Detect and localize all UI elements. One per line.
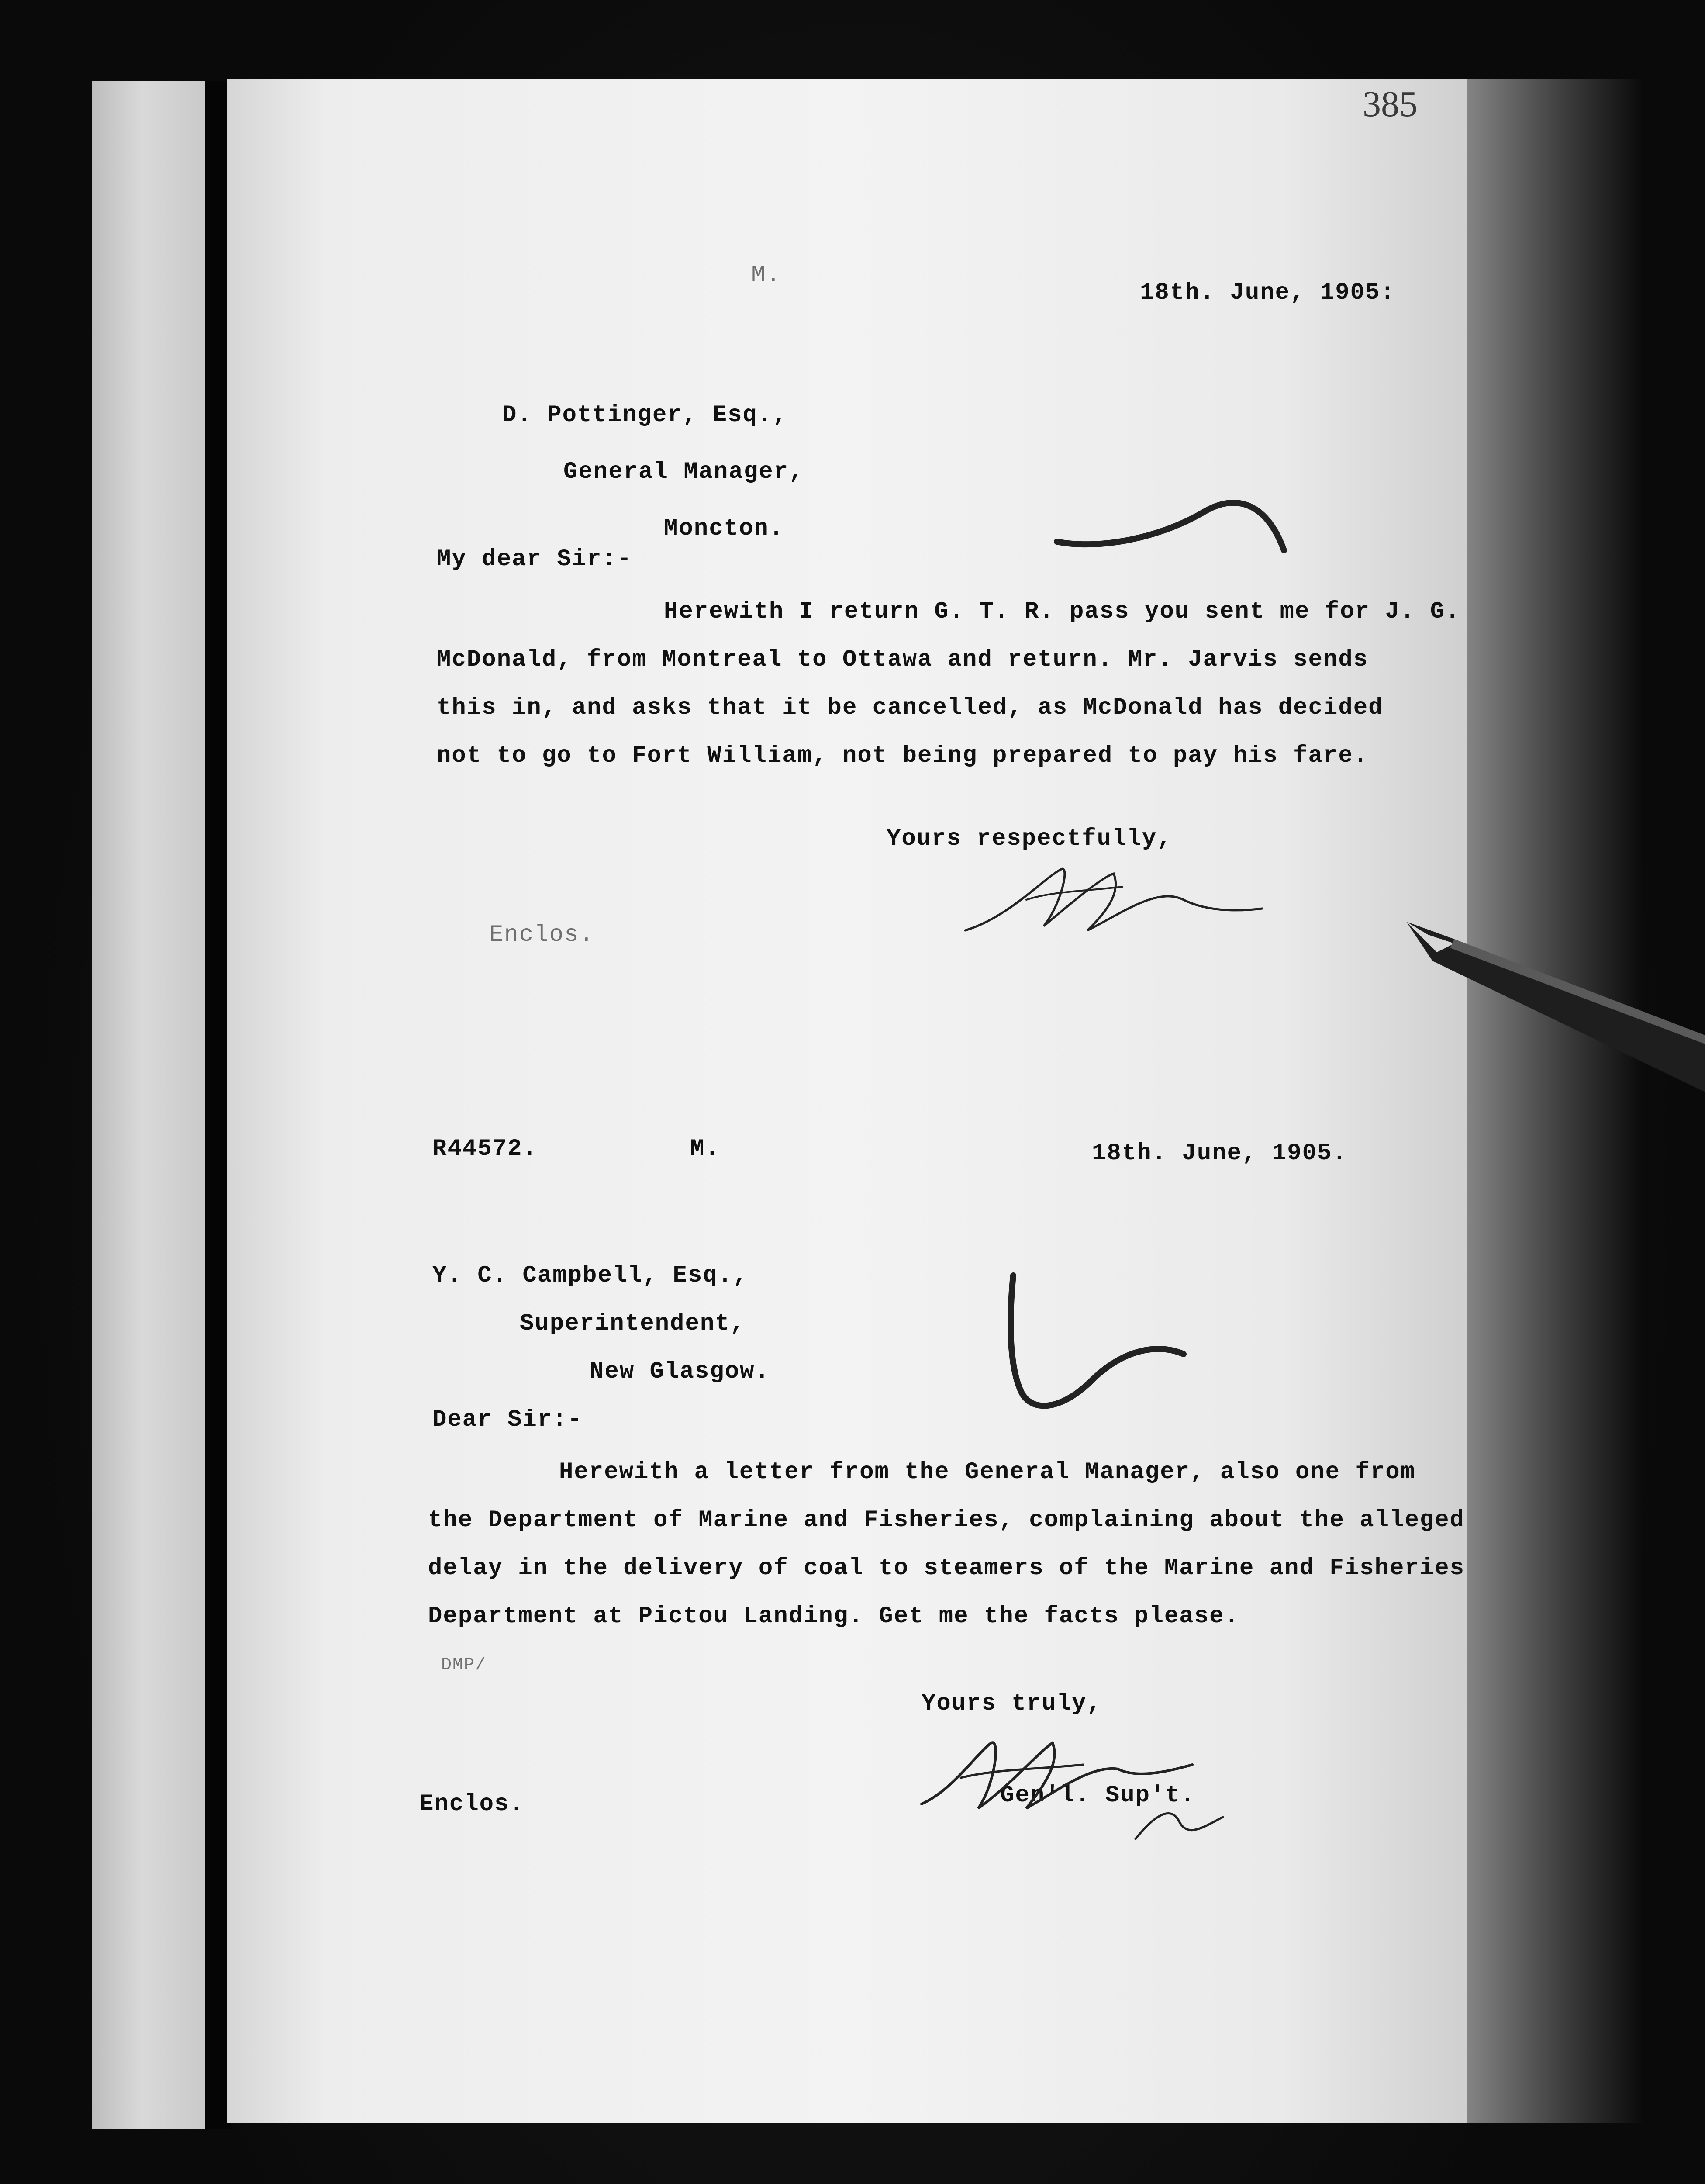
page-edge-shadow — [1459, 79, 1642, 2123]
letter2-addressee-place: New Glasgow. — [590, 1358, 770, 1385]
previous-page-edge — [92, 81, 218, 2129]
letter1-date: 18th. June, 1905: — [1140, 280, 1395, 306]
letter1-addressee-place: Moncton. — [664, 515, 784, 542]
letter2-body-line-1: Herewith a letter from the General Manager, also one from — [559, 1459, 1416, 1486]
check-mark-1 — [1048, 485, 1293, 563]
letterbook-page — [227, 79, 1467, 2123]
letter2-body-line-2: the Department of Marine and Fisheries, complaining about the alleged — [428, 1507, 1465, 1534]
pen-pointer — [1389, 909, 1705, 1092]
letter2-addressee-name: Y. C. Campbell, Esq., — [432, 1262, 748, 1289]
letter1-enclosure: Enclos. — [489, 922, 594, 948]
check-mark-2 — [996, 1267, 1197, 1433]
letter1-addressee-title: General Manager, — [563, 459, 804, 485]
signature-1 — [956, 852, 1271, 948]
letter2-reference: R44572. — [432, 1136, 538, 1162]
letter2-body-line-4: Department at Pictou Landing. Get me the facts please. — [428, 1603, 1239, 1630]
letter2-addressee-title: Superintendent, — [520, 1310, 746, 1337]
letter1-mark: M. — [751, 262, 781, 289]
letter2-date: 18th. June, 1905. — [1092, 1140, 1347, 1167]
letter2-enclosure: Enclos. — [419, 1791, 525, 1818]
letter2-closing: Yours truly, — [922, 1690, 1102, 1717]
page-number: 385 — [1363, 84, 1418, 124]
letter1-body-line-1: Herewith I return G. T. R. pass you sent me for J. G. — [664, 598, 1460, 625]
letter1-body-line-2: McDonald, from Montreal to Ottawa and return. Mr. Jarvis sends — [437, 646, 1369, 673]
letter2-body-line-3: delay in the delivery of coal to steamers of the Marine and Fisheries — [428, 1555, 1465, 1582]
letter2-initials: DMP/ — [441, 1655, 487, 1675]
letter1-body-line-4: not to go to Fort William, not being prepared to pay his fare. — [437, 743, 1369, 769]
letter1-salutation: My dear Sir:- — [437, 546, 632, 573]
letter2-signer-title: Gen'l. Sup't. — [1000, 1782, 1196, 1809]
letter1-body-line-3: this in, and asks that it be cancelled, as McDonald has decided — [437, 695, 1384, 721]
letter2-mark: M. — [690, 1136, 720, 1162]
letter1-addressee-name: D. Pottinger, Esq., — [502, 402, 788, 429]
letter2-salutation: Dear Sir:- — [432, 1406, 583, 1433]
signature-2 — [908, 1717, 1240, 1861]
letter1-closing: Yours respectfully, — [887, 826, 1172, 852]
